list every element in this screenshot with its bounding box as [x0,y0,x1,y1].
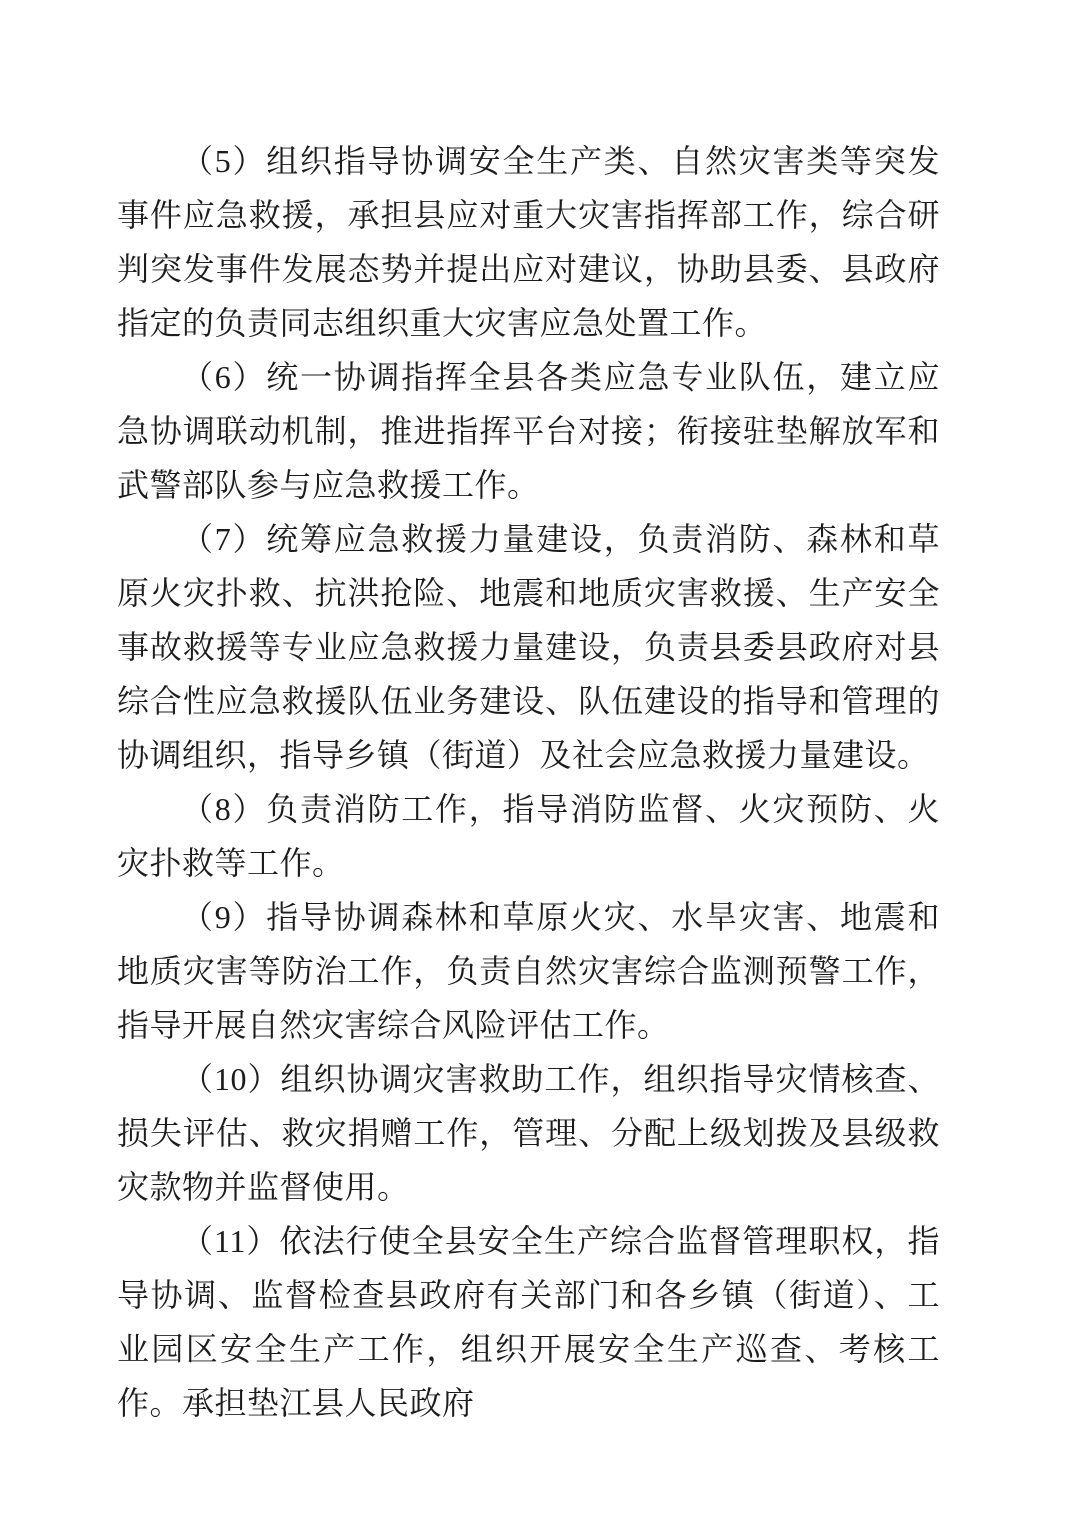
paragraph-item-6: （6）统一协调指挥全县各类应急专业队伍，建立应急协调联动机制，推进指挥平台对接；衔接驻垫解放军和武警部队参与应急救援工作。 [117,359,940,503]
paragraph-item-8: （8）负责消防工作，指导消防监督、火灾预防、火灾扑救等工作。 [117,791,940,881]
paragraph-item-11: （11）依法行使全县安全生产综合监督管理职权，指导协调、监督检查县政府有关部门和各乡镇（街道）、工业园区安全生产工作，组织开展安全生产巡查、考核工作。承担垫江县人民政府 [117,1223,940,1421]
paragraph-item-9: （9）指导协调森林和草原火灾、水旱灾害、地震和地质灾害等防治工作，负责自然灾害综合监测预警工作，指导开展自然灾害综合风险评估工作。 [117,899,940,1043]
paragraph-item-5: （5）组织指导协调安全生产类、自然灾害类等突发事件应急救援，承担县应对重大灾害指挥部工作，综合研判突发事件发展态势并提出应对建议，协助县委、县政府指定的负责同志组织重大灾害应急处置工作。 [117,143,940,341]
paragraph-item-10: （10）组织协调灾害救助工作，组织指导灾情核查、损失评估、救灾捐赠工作，管理、分配上级划拨及县级救灾款物并监督使用。 [117,1061,940,1205]
paragraph-item-7: （7）统筹应急救援力量建设，负责消防、森林和草原火灾扑救、抗洪抢险、地震和地质灾害救援、生产安全事故救援等专业应急救援力量建设，负责县委县政府对县综合性应急救援队伍业务建设、队伍建设的指导和管理的协调组织，指导乡镇（街道）及社会应急救援力量建设。 [117,521,940,773]
